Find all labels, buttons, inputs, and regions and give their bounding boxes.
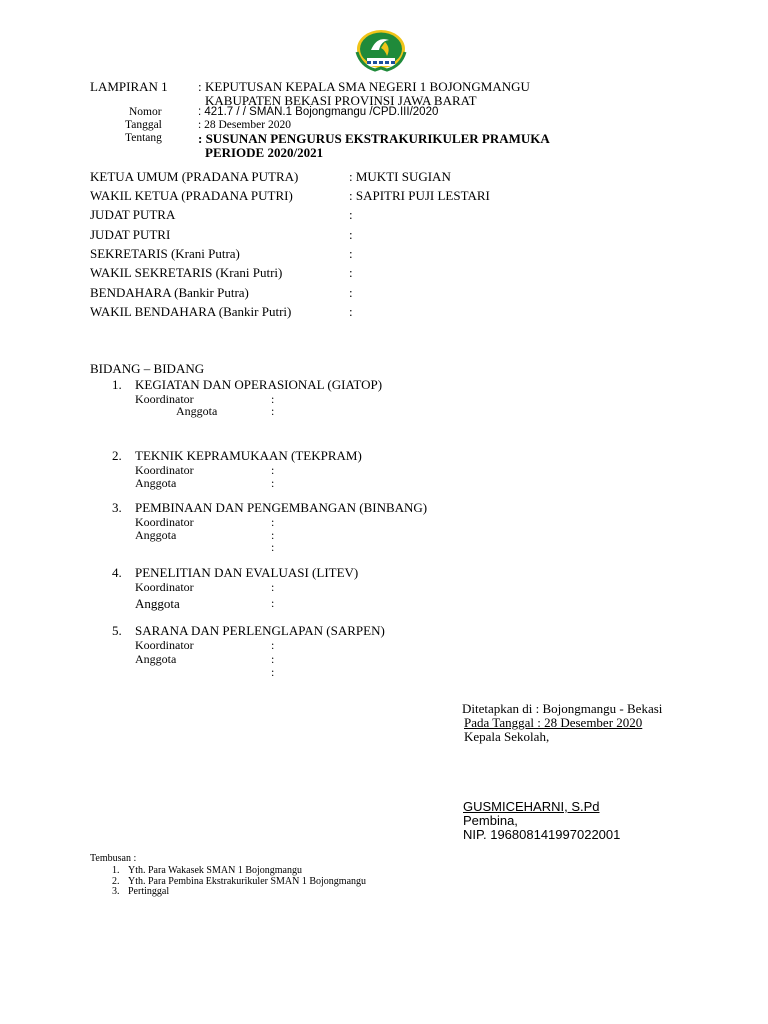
tembusan-title: Tembusan : [90, 853, 137, 864]
pengurus-value: : [349, 207, 353, 222]
signatory-name: GUSMICEHARNI, S.Pd [463, 799, 600, 814]
keputusan-line2: KABUPATEN BEKASI PROVINSI JAWA BARAT [205, 93, 477, 108]
pengurus-value: : [349, 265, 353, 280]
anggota-colon: : [271, 476, 275, 490]
anggota-colon: : [271, 652, 275, 666]
pengurus-value: : SAPITRI PUJI LESTARI [349, 188, 490, 203]
bidang-number: 1. [112, 377, 122, 392]
pengurus-label: WAKIL SEKRETARIS (Krani Putri) [90, 265, 283, 280]
anggota-label: Anggota [135, 476, 177, 490]
koordinator-colon: : [271, 463, 275, 477]
pengurus-label: SEKRETARIS (Krani Putra) [90, 246, 240, 261]
pengurus-value: : [349, 227, 353, 242]
pengurus-value: : [349, 246, 353, 261]
anggota-label: Anggota [135, 652, 177, 666]
tembusan-item: Yth. Para Pembina Ekstrakurikuler SMAN 1 Bojongmangu [128, 876, 367, 887]
nomor-label: Nomor [129, 106, 162, 118]
lampiran-label: LAMPIRAN 1 [90, 79, 168, 94]
anggota-label: Anggota [135, 528, 177, 542]
koordinator-label: Koordinator [135, 392, 194, 406]
nomor-value: : 421.7 / / SMAN.1 Bojongmangu /CPD.III/2020 [198, 106, 439, 118]
bidang-name: SARANA DAN PERLENGLAPAN (SARPEN) [135, 623, 385, 638]
ditetapkan-di: Ditetapkan di : Bojongmangu - Bekasi [462, 701, 663, 716]
koordinator-colon: : [271, 392, 275, 406]
bidang-name: PEMBINAAN DAN PENGEMBANGAN (BINBANG) [135, 500, 428, 515]
tentang-value-line2: PERIODE 2020/2021 [205, 145, 324, 160]
anggota-colon: : [271, 596, 275, 610]
signatory-role: Pembina, [463, 813, 518, 828]
anggota-label: Anggota [135, 596, 180, 611]
pengurus-label: JUDAT PUTRI [90, 227, 171, 242]
bidang-number: 4. [112, 565, 122, 580]
tembusan-number: 3. [112, 886, 120, 897]
keputusan-line1: KEPUTUSAN KEPALA SMA NEGERI 1 BOJONGMANGU [205, 79, 530, 94]
koordinator-label: Koordinator [135, 515, 194, 529]
kepala-sekolah: Kepala Sekolah, [464, 729, 550, 744]
tembusan-number: 1. [112, 865, 120, 876]
anggota-colon: : [271, 665, 275, 679]
bidang-number: 2. [112, 448, 122, 463]
tembusan-item: Yth. Para Wakasek SMAN 1 Bojongmangu [128, 865, 302, 876]
pengurus-label: WAKIL KETUA (PRADANA PUTRI) [90, 188, 293, 203]
koordinator-label: Koordinator [135, 463, 194, 477]
bidang-title: BIDANG – BIDANG [90, 361, 205, 376]
pengurus-value: : [349, 285, 353, 300]
pengurus-label: WAKIL BENDAHARA (Bankir Putri) [90, 304, 292, 319]
tanggal-value: : 28 Desember 2020 [198, 119, 291, 131]
pengurus-value: : [349, 304, 353, 319]
pengurus-label: BENDAHARA (Bankir Putra) [90, 285, 249, 300]
anggota-colon: : [271, 528, 275, 542]
tembusan-item: Pertinggal [128, 886, 170, 897]
bidang-name: TEKNIK KEPRAMUKAAN (TEKPRAM) [135, 448, 362, 463]
bidang-number: 3. [112, 500, 122, 515]
anggota-colon: : [271, 404, 275, 418]
pada-tanggal: Pada Tanggal : 28 Desember 2020 [464, 715, 643, 730]
signatory-nip: NIP. 196808141997022001 [463, 827, 621, 842]
koordinator-colon: : [271, 515, 275, 529]
tentang-label: Tentang [125, 132, 162, 144]
koordinator-colon: : [271, 638, 275, 652]
koordinator-label: Koordinator [135, 638, 194, 652]
tentang-value-line1: : SUSUNAN PENGURUS EKSTRAKURIKULER PRAMUKA [198, 131, 550, 146]
pengurus-label: JUDAT PUTRA [90, 207, 176, 222]
koordinator-colon: : [271, 580, 275, 594]
bidang-number: 5. [112, 623, 122, 638]
anggota-label: Anggota [176, 404, 218, 418]
bidang-name: PENELITIAN DAN EVALUASI (LITEV) [135, 565, 359, 580]
pengurus-label: KETUA UMUM (PRADANA PUTRA) [90, 169, 299, 184]
pengurus-value: : MUKTI SUGIAN [349, 169, 451, 184]
tembusan-number: 2. [112, 876, 120, 887]
tanggal-label: Tanggal [125, 119, 162, 131]
koordinator-label: Koordinator [135, 580, 194, 594]
lampiran-colon: : [198, 79, 202, 94]
bidang-name: KEGIATAN DAN OPERASIONAL (GIATOP) [135, 377, 383, 392]
school-emblem-logo [355, 28, 407, 74]
anggota-colon: : [271, 540, 275, 554]
